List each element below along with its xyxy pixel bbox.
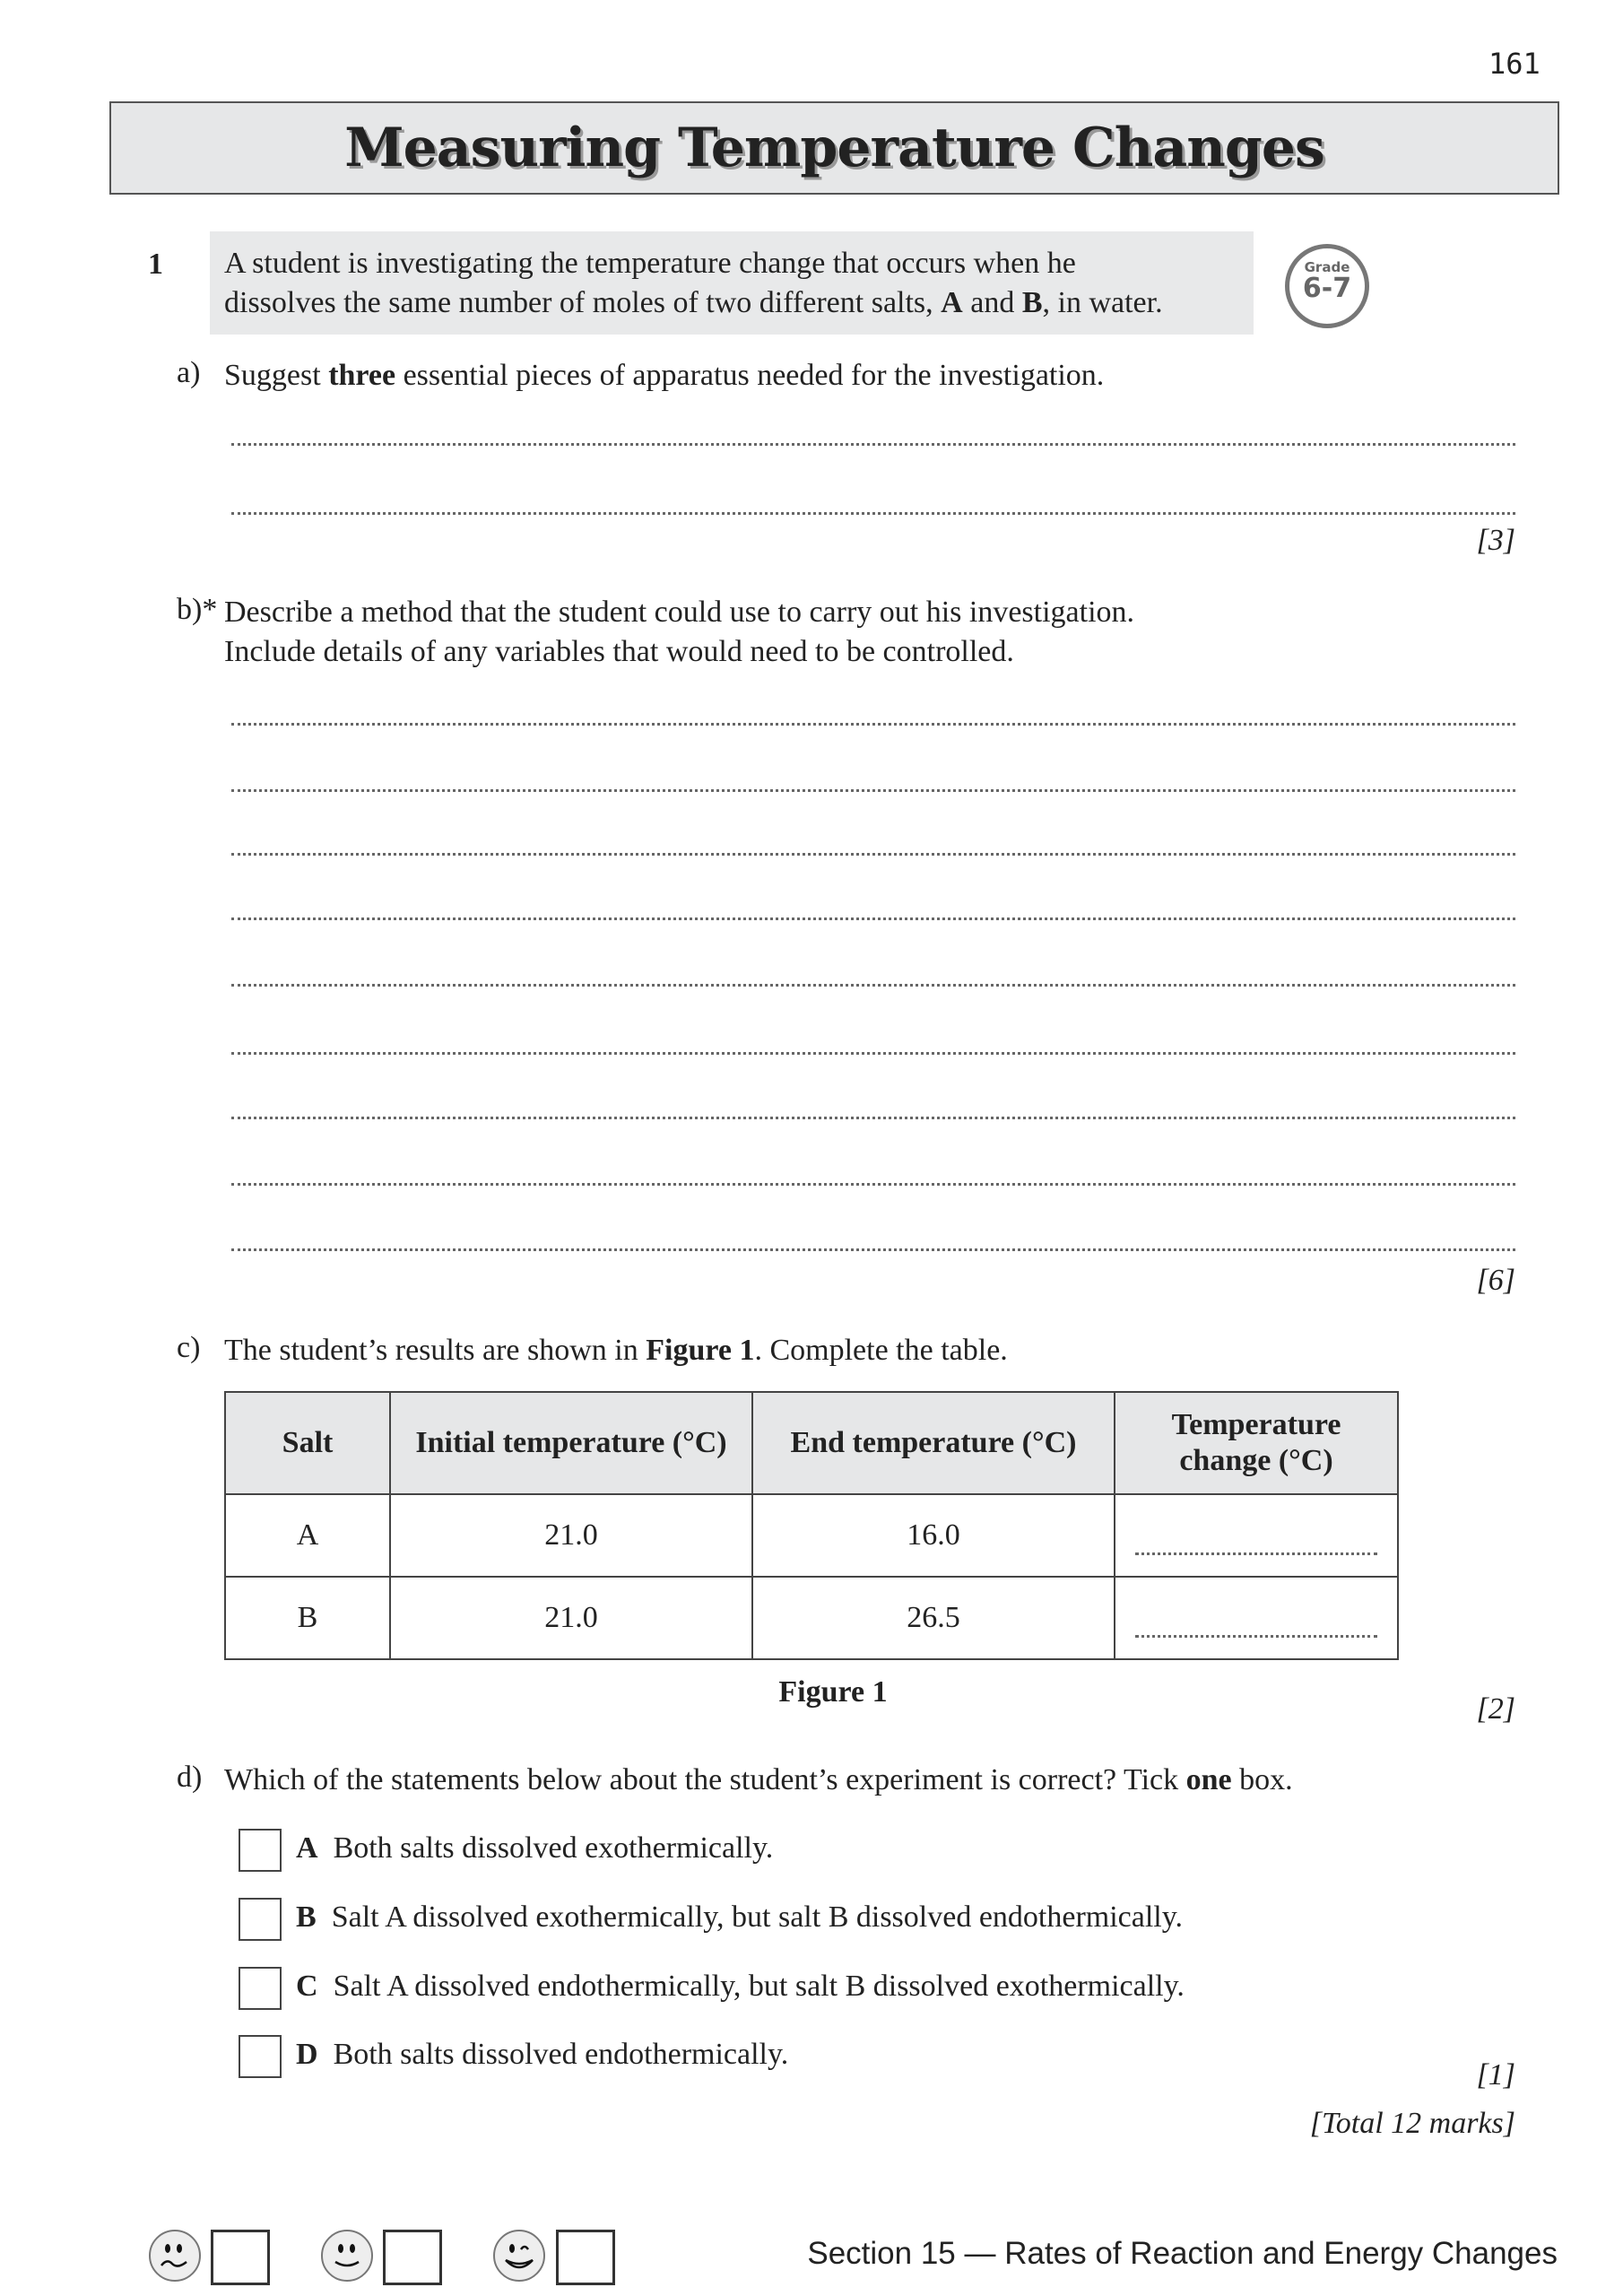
checkbox-option-c[interactable]: [239, 1967, 282, 2010]
part-a-marks: [3]: [1476, 524, 1515, 557]
neutral-face-icon: [319, 2228, 375, 2283]
part-b-label: b)*: [177, 593, 218, 626]
answer-line[interactable]: [231, 1052, 1515, 1055]
cell-change-input[interactable]: [1115, 1494, 1398, 1577]
cell-change-input[interactable]: [1115, 1577, 1398, 1659]
confidence-box-mid[interactable]: [383, 2230, 442, 2285]
intro-line-2: dissolves the same number of moles of two different salts, A and B, in water.: [224, 286, 1163, 319]
option-a: A Both salts dissolved exothermically.: [296, 1831, 774, 1865]
table-row: [225, 1577, 1398, 1659]
part-c-label: c): [177, 1331, 201, 1364]
part-b-text: Describe a method that the student could use to carry out his investigation. Include details of any variables that would need to be controlled.: [224, 596, 1135, 668]
cell-salt: B: [225, 1577, 390, 1659]
part-d-marks: [1]: [1476, 2058, 1515, 2092]
part-b-marks: [6]: [1476, 1264, 1515, 1297]
grade-stamp-icon: Grade 6-7: [1285, 244, 1369, 328]
sad-face-icon: [147, 2228, 203, 2283]
answer-line[interactable]: [231, 984, 1515, 987]
option-d: D Both salts dissolved endothermically.: [296, 2038, 789, 2071]
figure-caption: Figure 1: [778, 1675, 888, 1709]
question-number: 1: [148, 248, 163, 281]
part-d-text: Which of the statements below about the student’s experiment is correct? Tick one box.: [224, 1763, 1293, 1796]
results-table: [224, 1391, 1399, 1660]
happy-face-icon: [491, 2228, 547, 2283]
answer-line[interactable]: [231, 1248, 1515, 1251]
part-c-marks: [2]: [1476, 1692, 1515, 1726]
page-title: Measuring Temperature Changes: [344, 117, 1324, 179]
confidence-box-low[interactable]: [211, 2230, 270, 2285]
answer-line[interactable]: [231, 918, 1515, 920]
answer-line[interactable]: [231, 1117, 1515, 1119]
intro-line-1: A student is investigating the temperature change that occurs when he: [224, 247, 1076, 280]
option-c: C Salt A dissolved endothermically, but salt B dissolved exothermically.: [296, 1970, 1185, 2003]
question-intro: [224, 244, 1163, 323]
answer-line[interactable]: [231, 1183, 1515, 1186]
confidence-box-high[interactable]: [556, 2230, 615, 2285]
answer-line[interactable]: [231, 789, 1515, 792]
part-d-label: d): [177, 1761, 203, 1794]
checkbox-option-a[interactable]: [239, 1829, 282, 1872]
table-header-row: [225, 1392, 1398, 1494]
part-a-label: a): [177, 356, 201, 389]
part-c-text: The student’s results are shown in Figure 1. Complete the table.: [224, 1334, 1008, 1367]
cell-salt: A: [225, 1494, 390, 1577]
page-number: 161: [1488, 47, 1541, 81]
header-salt: Salt: [225, 1392, 390, 1494]
header-initial-temp: Initial temperature (°C): [390, 1392, 752, 1494]
answer-line[interactable]: [231, 723, 1515, 726]
cell-end: 26.5: [752, 1577, 1115, 1659]
header-temp-change: Temperature change (°C): [1115, 1392, 1398, 1494]
checkbox-option-d[interactable]: [239, 2035, 282, 2078]
answer-line[interactable]: [231, 512, 1515, 515]
title-banner: [109, 101, 1559, 195]
answer-line[interactable]: [231, 443, 1515, 446]
total-marks: [Total 12 marks]: [1309, 2107, 1515, 2140]
cell-initial: 21.0: [390, 1494, 752, 1577]
checkbox-option-b[interactable]: [239, 1898, 282, 1941]
part-a-text: Suggest three essential pieces of apparatus needed for the investigation.: [224, 359, 1105, 392]
cell-end: 16.0: [752, 1494, 1115, 1577]
table-row: [225, 1494, 1398, 1577]
option-b: B Salt A dissolved exothermically, but salt B dissolved endothermically.: [296, 1900, 1184, 1934]
header-end-temp: End temperature (°C): [752, 1392, 1115, 1494]
section-footer: Section 15 — Rates of Reaction and Energy Changes: [807, 2236, 1558, 2271]
cell-initial: 21.0: [390, 1577, 752, 1659]
answer-line[interactable]: [231, 853, 1515, 856]
